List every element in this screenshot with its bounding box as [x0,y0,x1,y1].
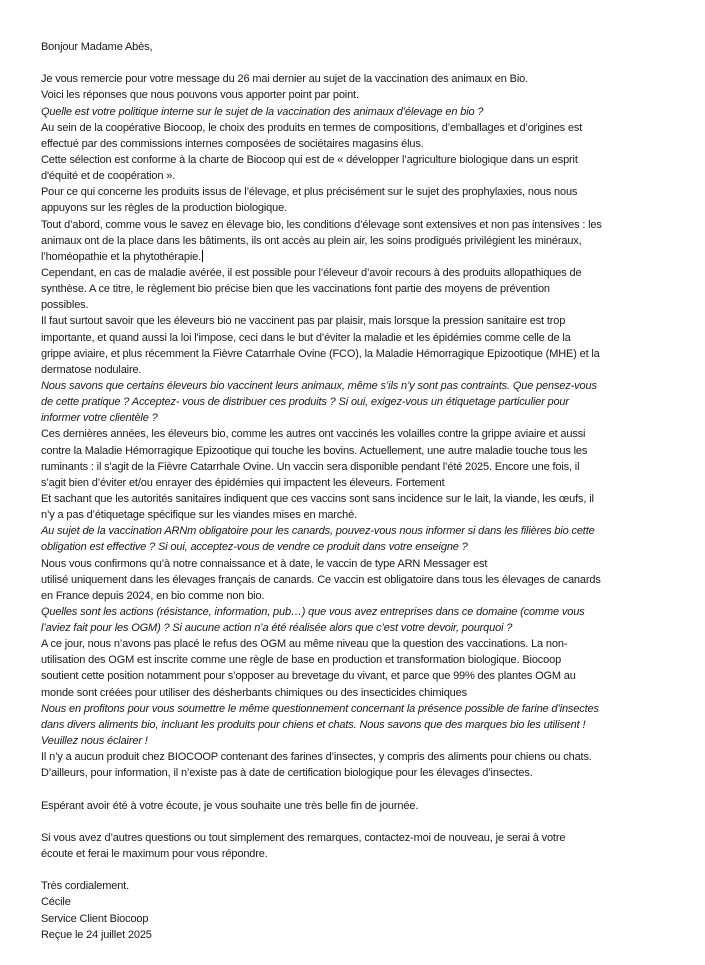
text-line: Quelle est votre politique interne sur le sujet de la vaccination des animaux d’élevage en bio ? [41,105,484,118]
text-line: l’aviez fait pour les OGM) ? Si aucune action n’a été réalisée alors que c’est votre devoir, pourquoi ? [41,622,513,635]
text-line: soutient cette position notamment pour s’opposer au brevetage du vivant, et parce que 99% des plantes OGM au [41,670,576,683]
text-line: Et sachant que les autorités sanitaires indiquent que ces vaccins sont sans incidence sur le lait, la viande, les œufs, il [41,492,594,505]
text-line: Cette sélection est conforme à la charte de Biocoop qui est de « développer l’agriculture biologique dans un esprit [41,153,578,166]
text-line: Quelles sont les actions (résistance, information, pub…) que vous avez entreprises dans ce domaine (comme vous [41,605,585,618]
text-line: Je vous remercie pour votre message du 26 mai dernier au sujet de la vaccination des animaux en Bio. [41,73,528,86]
text-line: Ces dernières années, les éleveurs bio, comme les autres ont vaccinés les volailles contre la grippe aviaire et aussi [41,428,586,441]
text-line: dans divers aliments bio, incluant les produits pour chiens et chats. Nous savons que des marques bio les utilisent ! [41,718,586,731]
text-line: ruminants : il s'agit de la Fièvre Catarrhale Ovine. Un vaccin sera disponible pendant l’été 2025. Encore une fois, il [41,460,580,473]
text-line: Au sein de la coopérative Biocoop, le choix des produits en termes de compositions, d’emballages et d’origines est [41,121,583,134]
blank-line [41,781,671,797]
text-line: d'équité et de coopération ». [41,170,176,183]
text-line: Voici les réponses que nous pouvons vous apporter point par point. [41,89,359,102]
text-line: grippe aviaire, et plus récemment la Fièvre Catarrhale Ovine (FCO), la Maladie Hémorragique Epizootique (MHE) et la [41,347,600,360]
text-line: A ce jour, nous n’avons pas placé le refus des OGM au même niveau que la question des vaccinations. La non- [41,638,568,651]
text-line: Nous en profitons pour vous soumettre le même questionnement concernant la présence possible de farine d’insectes [41,702,599,715]
text-line: Nous vous confirmons qu’à notre connaissance et à date, le vaccin de type ARN Messager est [41,557,488,570]
text-line: utilisé uniquement dans les élevages français de canards. Ce vaccin est obligatoire dans tous les élevages de canards [41,573,601,586]
text-line: Pour ce qui concerne les produits issus de l’élevage, et plus précisément sur le sujet des prophylaxies, nous nous [41,186,578,199]
text-line: monde sont créées pour utiliser des désherbants chimiques ou des insecticides chimiques [41,686,467,699]
text-line: dermatose nodulaire. [41,363,142,376]
text-line: Tout d’abord, comme vous le savez en élevage bio, les conditions d’élevage sont extensives et non pas intensives : les [41,218,602,231]
text-line: Espérant avoir été à votre écoute, je vous souhaite une très belle fin de journée. [41,799,419,812]
text-line: utilisation des OGM est inscrite comme une règle de base en production et transformation biologique. Biocoop [41,654,562,667]
text-line: Au sujet de la vaccination ARNm obligatoire pour les canards, pouvez-vous nous informer si dans les filières bio cette [41,525,595,538]
text-line: appuyons sur les règles de la production biologique. [41,202,287,215]
text-line: synthèse. A ce titre, le règlement bio précise bien que les vaccinations font partie des moyens de prévention [41,283,550,296]
text-line: obligation est effective ? Si oui, acceptez-vous de vendre ce produit dans votre enseigne ? [41,541,468,554]
letter-body[interactable] [41,39,671,943]
text-line: de cette pratique ? Acceptez- vous de distribuer ces produits ? Si oui, exigez-vous un étiquetage particulier pour [41,396,569,409]
text-line: Service Client Biocoop [41,912,149,925]
text-line: animaux ont de la place dans les bâtiments, ils ont accès au plein air, les soins prodigués privilégient les minéraux, [41,234,582,247]
text-line: D’ailleurs, pour information, il n’existe pas à date de certification biologique pour les élevages d’insectes. [41,767,533,780]
text-line: s’agit bien d’éviter et/ou enrayer des épidémies qui impactent les éleveurs. Fortement [41,476,445,489]
blank-line [41,862,671,878]
text-line: Bonjour Madame Abès, [41,41,153,53]
text-line: contre la Maladie Hémorragique Epizootique qui touche les bovins. Actuellement, une autre maladie touche tous les [41,444,588,457]
text-line: possibles. [41,299,89,312]
text-line: Nous savons que certains éleveurs bio vaccinent leurs animaux, même s’ils n’y sont pas contraints. Que pensez-vous [41,379,597,392]
text-line: l’homéopathie et la phytothérapie. [41,250,202,263]
text-line: importante, et quand aussi la loi l'impose, ceci dans le but d’éviter la maladie et les épidémies comme celle de la [41,331,571,344]
text-line: Veuillez nous éclairer ! [41,735,148,748]
blank-line [41,814,671,830]
blank-line [41,55,671,71]
text-line: Cependant, en cas de maladie avérée, il est possible pour l’éleveur d’avoir recours à des produits allopathiques de [41,266,582,279]
text-line: Il faut surtout savoir que les éleveurs bio ne vaccinent pas par plaisir, mais lorsque la pression sanitaire est trop [41,315,566,328]
text-line: n’y a pas d’étiquetage spécifique sur les viandes mises en marché. [41,509,358,522]
text-line: écoute et ferai le maximum pour vous répondre. [41,848,268,861]
text-line: informer votre clientèle ? [41,412,158,425]
text-line: Si vous avez d’autres questions ou tout simplement des remarques, contactez-moi de nouveau, je serai à votre [41,831,566,844]
text-line: Il n’y a aucun produit chez BIOCOOP contenant des farines d’insectes, y compris des aliments pour chiens ou chats. [41,751,592,764]
text-line: Reçue le 24 juillet 2025 [41,928,152,941]
text-line: en France depuis 2024, en bio comme non bio. [41,589,265,602]
text-line: Très cordialement. [41,880,129,893]
text-cursor [202,250,203,262]
text-line: Cécile [41,896,71,909]
text-line: effectué par des commissions internes composées de sociétaires magasins élus. [41,137,424,150]
